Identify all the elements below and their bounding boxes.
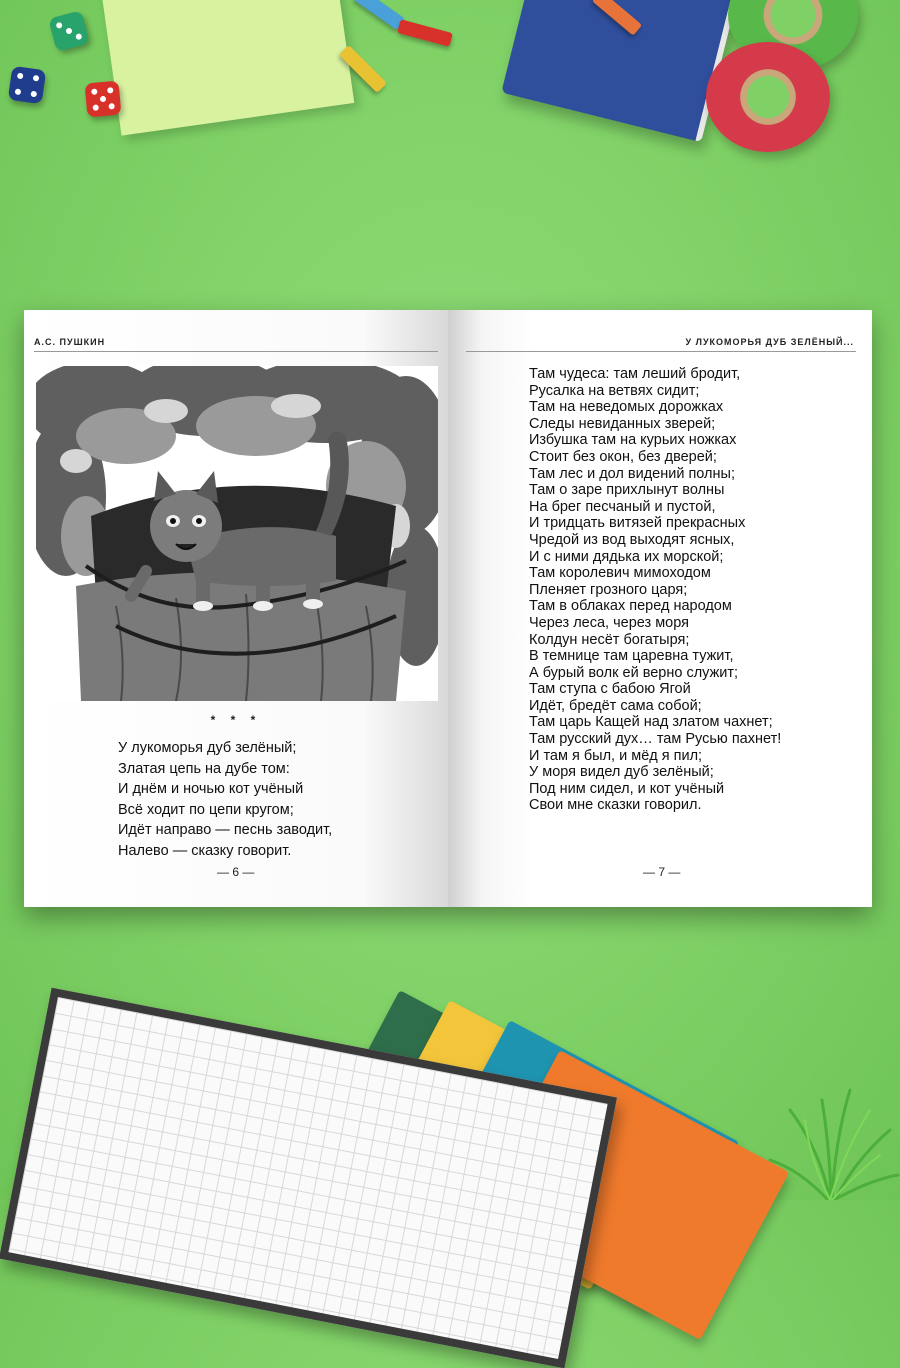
page-number: — 6 — bbox=[217, 865, 255, 879]
poem-line: У моря видел дуб зелёный; bbox=[529, 764, 714, 781]
left-page bbox=[24, 310, 448, 907]
poem-line: Златая цепь на дубе том: bbox=[118, 760, 290, 777]
poem-line: И днём и ночью кот учёный bbox=[118, 781, 304, 797]
green-die bbox=[48, 10, 90, 52]
poem-line: Идёт направо — песнь заводит, bbox=[118, 822, 333, 838]
poem-line: Там ступа с бабою Ягой bbox=[529, 681, 691, 698]
poem-line: Чредой из вод выходят ясных, bbox=[529, 531, 735, 548]
poem-line: Там лес и дол видений полны; bbox=[529, 465, 735, 482]
poem-line: А бурый волк ей верно служит; bbox=[529, 664, 739, 681]
blue-die bbox=[8, 66, 46, 104]
poem-line: На брег песчаный и пустой, bbox=[529, 498, 716, 515]
poem-line: Идёт, бредёт сама собой; bbox=[529, 697, 702, 714]
poem-line: Русалка на ветвях сидит; bbox=[529, 382, 700, 399]
red-die bbox=[85, 81, 122, 118]
poem-line: Там в облаках перед народом bbox=[529, 598, 732, 615]
poem-line: И там я был, и мёд я пил; bbox=[529, 747, 703, 764]
right-page bbox=[448, 310, 872, 907]
running-head-author: А.С. ПУШКИН bbox=[34, 337, 106, 347]
poem-line: У лукоморья дуб зелёный; bbox=[118, 740, 297, 756]
red-washi-tape bbox=[706, 42, 830, 152]
page-number: — 7 — bbox=[643, 865, 681, 879]
poem-line: Там о заре прихлынут волны bbox=[529, 482, 725, 499]
poem-line: И с ними дядька их морской; bbox=[529, 548, 724, 565]
sticky-note-pad bbox=[101, 0, 355, 136]
grass-plant bbox=[760, 1080, 900, 1200]
poem-line: Там чудеса: там леший бродит, bbox=[529, 366, 741, 382]
poem-line: Следы невиданных зверей; bbox=[529, 415, 716, 432]
red-clothespin bbox=[397, 19, 453, 46]
poem-stanza-left bbox=[118, 738, 332, 861]
poem-line: Налево — сказку говорит. bbox=[118, 842, 292, 859]
cat-on-oak-illustration bbox=[36, 366, 438, 701]
header-rule bbox=[34, 351, 438, 352]
poem-line: Избушка там на курьих ножках bbox=[529, 432, 737, 449]
blue-clothespin bbox=[353, 0, 405, 30]
poem-line: Всё ходит по цепи кругом; bbox=[118, 801, 294, 818]
poem-line: Стоит без окон, без дверей; bbox=[529, 448, 717, 465]
header-rule bbox=[466, 351, 856, 352]
poem-line: Свои мне сказки говорил. bbox=[529, 797, 702, 814]
poem-stanza-right bbox=[529, 366, 781, 814]
poem-line: Там на неведомых дорожках bbox=[529, 399, 724, 416]
open-book bbox=[24, 310, 872, 907]
poem-line: Под ним сидел, и кот учёный bbox=[529, 780, 725, 797]
running-head-title: У ЛУКОМОРЬЯ ДУБ ЗЕЛЁНЫЙ... bbox=[685, 337, 854, 347]
poem-separator: * * * bbox=[210, 713, 262, 727]
poem-line: Пленяет грозного царя; bbox=[529, 581, 688, 598]
poem-line: Там русский дух… там Русью пахнет! bbox=[529, 731, 782, 748]
poem-line: И тридцать витязей прекрасных bbox=[529, 515, 746, 532]
poem-line: Там царь Кащей над златом чахнет; bbox=[529, 714, 773, 731]
poem-line: Через леса, через моря bbox=[529, 614, 690, 631]
poem-line: В темнице там царевна тужит, bbox=[529, 648, 734, 665]
poem-line: Там королевич мимоходом bbox=[529, 565, 711, 582]
poem-line: Колдун несёт богатыря; bbox=[529, 631, 690, 648]
